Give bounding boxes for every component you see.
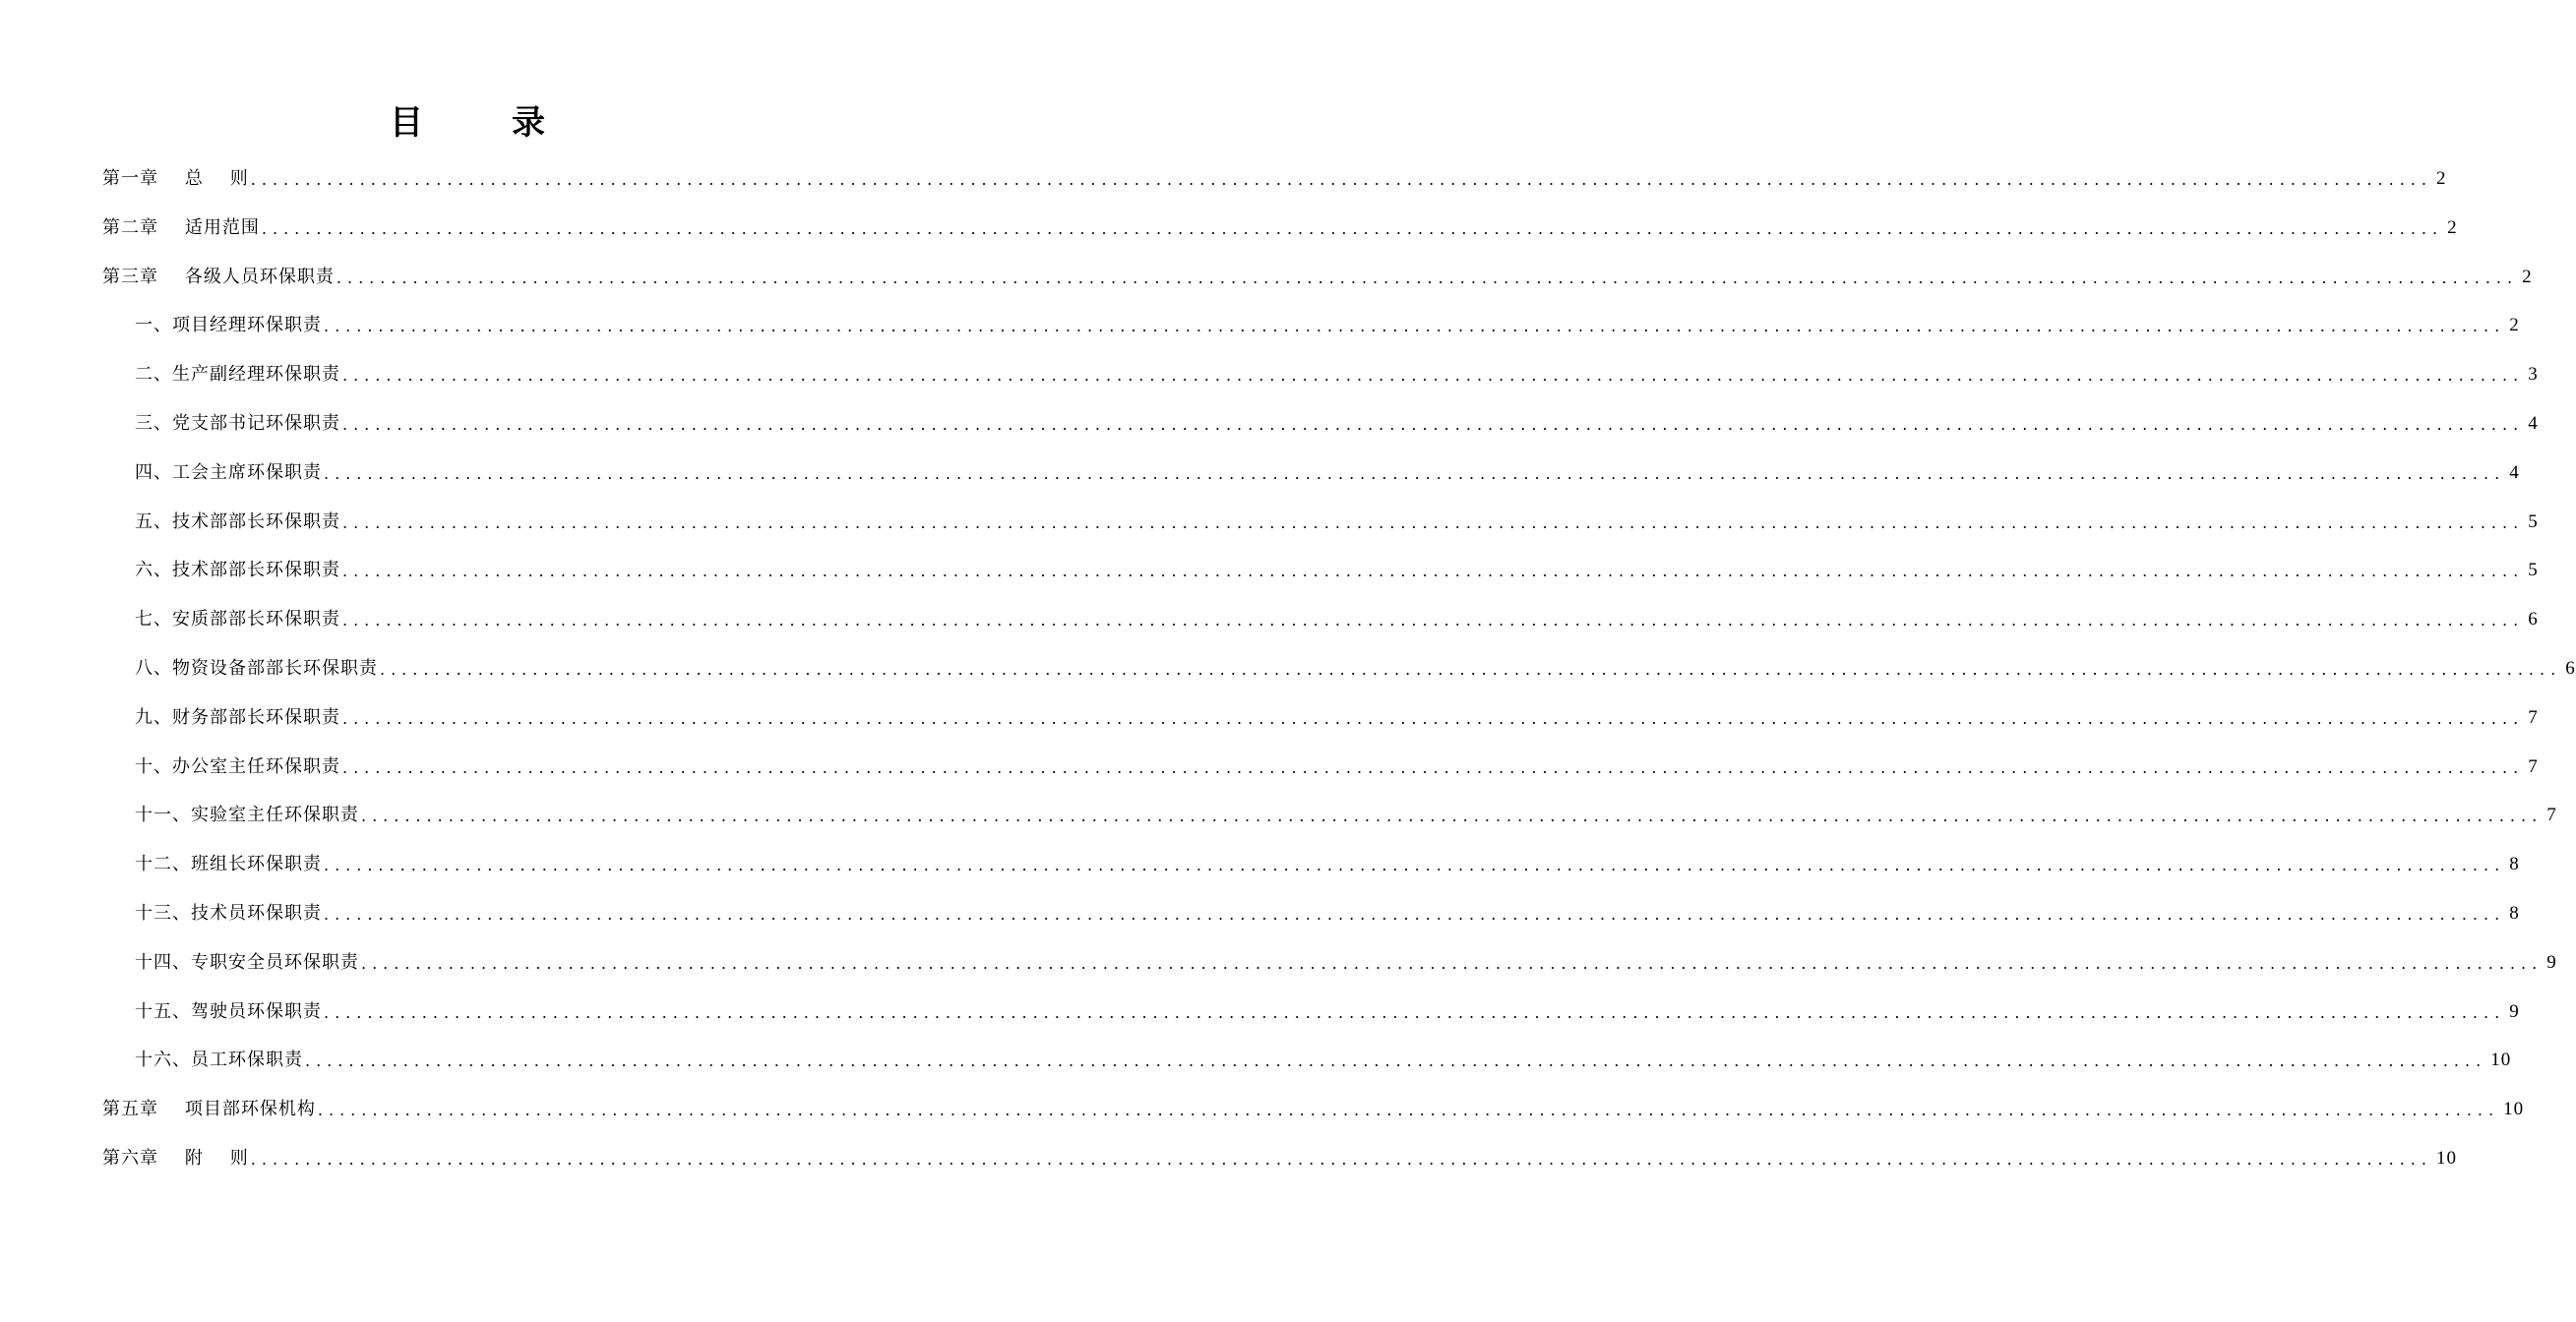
- toc-entry-label: 第二章 适用范围: [102, 216, 260, 238]
- toc-entry[interactable]: [135, 988, 2520, 1037]
- toc-dot-leader: ........................................................................................................................................................................................................: [250, 170, 2432, 189]
- toc-entry[interactable]: [135, 1036, 2512, 1085]
- toc-entry-label: 第六章 附 则: [102, 1148, 249, 1169]
- toc-entry[interactable]: [135, 449, 2520, 498]
- toc-entry-page-number: 6: [2565, 658, 2576, 679]
- toc-entry-label: 九、财务部部长环保职责: [135, 706, 340, 728]
- toc-entry-page-number: 8: [2509, 854, 2520, 875]
- toc-entry-page-number: 7: [2546, 805, 2557, 826]
- toc-entry-page-number: 9: [2546, 951, 2557, 973]
- toc-entry-page-number: 9: [2509, 1000, 2520, 1022]
- toc-entry-label: 一、项目经理环保职责: [135, 315, 322, 336]
- toc-dot-leader: ........................................................................................................................................................................................................: [380, 660, 2562, 679]
- toc-dot-leader: ........................................................................................................................................................................................................: [342, 415, 2525, 434]
- toc-entry-label: 五、技术部部长环保职责: [135, 511, 340, 532]
- toc-entry[interactable]: [102, 253, 2533, 302]
- toc-entry[interactable]: [135, 644, 2576, 693]
- toc-dot-leader: ........................................................................................................................................................................................................: [324, 905, 2506, 924]
- toc-entry[interactable]: [135, 938, 2557, 988]
- toc-entry-label: 三、党支部书记环保职责: [135, 413, 340, 434]
- toc-entry[interactable]: [135, 595, 2539, 644]
- toc-entry-page-number: 5: [2528, 511, 2539, 532]
- toc-entry-page-number: 2: [2522, 266, 2533, 287]
- toc-entry-label: 四、工会主席环保职责: [135, 461, 322, 483]
- toc-entry-label: 第三章 各级人员环保职责: [102, 266, 335, 287]
- toc-entry[interactable]: [102, 1134, 2457, 1183]
- toc-entry-label: 十一、实验室主任环保职责: [135, 805, 359, 826]
- toc-dot-leader: ........................................................................................................................................................................................................: [324, 1002, 2506, 1022]
- toc-dot-leader: ........................................................................................................................................................................................................: [250, 1150, 2432, 1169]
- title-char-1: 目: [390, 103, 423, 143]
- toc-dot-leader: ........................................................................................................................................................................................................: [336, 268, 2519, 287]
- toc-entry[interactable]: [135, 791, 2557, 840]
- title-char-2: 录: [512, 103, 545, 143]
- toc-dot-leader: ........................................................................................................................................................................................................: [324, 856, 2506, 875]
- toc-entry-label: 第五章 项目部环保机构: [102, 1099, 316, 1120]
- toc-entry[interactable]: [135, 498, 2539, 547]
- toc-entry-label: 十、办公室主任环保职责: [135, 755, 340, 777]
- toc-entry-label: 十二、班组长环保职责: [135, 854, 322, 875]
- toc-entry[interactable]: [102, 154, 2447, 204]
- toc-dot-leader: ........................................................................................................................................................................................................: [361, 807, 2544, 826]
- toc-entry-page-number: 10: [2490, 1050, 2512, 1071]
- toc-entry[interactable]: [102, 204, 2458, 253]
- toc-dot-leader: ........................................................................................................................................................................................................: [342, 562, 2525, 581]
- toc-dot-leader: ........................................................................................................................................................................................................: [317, 1101, 2500, 1120]
- toc-entry[interactable]: [135, 350, 2539, 399]
- toc-entry-label: 十六、员工环保职责: [135, 1050, 303, 1071]
- toc-entry-page-number: 10: [2435, 1148, 2457, 1169]
- toc-entry-page-number: 4: [2509, 461, 2520, 483]
- toc-entry-label: 八、物资设备部部长环保职责: [135, 658, 378, 679]
- toc-dot-leader: ........................................................................................................................................................................................................: [342, 757, 2525, 777]
- toc-entry-page-number: 6: [2528, 609, 2539, 631]
- toc-dot-leader: ........................................................................................................................................................................................................: [305, 1052, 2487, 1071]
- toc-entry-label: 十五、驾驶员环保职责: [135, 1000, 322, 1022]
- toc-entry-page-number: 2: [2435, 168, 2447, 189]
- toc-dot-leader: ........................................................................................................................................................................................................: [261, 218, 2444, 238]
- toc-entry[interactable]: [135, 693, 2539, 743]
- toc-entry-page-number: 3: [2528, 364, 2539, 386]
- toc-dot-leader: ........................................................................................................................................................................................................: [342, 708, 2525, 728]
- toc-entry-label: 七、安质部部长环保职责: [135, 609, 340, 631]
- page-title: [0, 98, 935, 148]
- toc-entry-page-number: 2: [2509, 315, 2520, 336]
- toc-dot-leader: ........................................................................................................................................................................................................: [324, 317, 2506, 336]
- toc-entry-page-number: 2: [2447, 216, 2458, 238]
- toc-dot-leader: ........................................................................................................................................................................................................: [342, 512, 2525, 532]
- toc-entry-page-number: 5: [2528, 560, 2539, 581]
- toc-entry[interactable]: [135, 840, 2520, 889]
- toc-entry-label: 第一章 总 则: [102, 168, 249, 189]
- toc-entry-label: 二、生产副经理环保职责: [135, 364, 340, 386]
- toc-entry-page-number: 8: [2509, 903, 2520, 924]
- toc-entry-label: 十三、技术员环保职责: [135, 903, 322, 924]
- toc-entry-label: 六、技术部部长环保职责: [135, 560, 340, 581]
- toc-entry[interactable]: [102, 1085, 2525, 1134]
- toc-entry[interactable]: [135, 546, 2539, 595]
- toc-entry[interactable]: [135, 399, 2539, 449]
- toc-dot-leader: ........................................................................................................................................................................................................: [342, 611, 2525, 631]
- toc-entry-page-number: 10: [2503, 1099, 2525, 1120]
- toc-entry[interactable]: [135, 743, 2539, 792]
- toc-entry[interactable]: [135, 301, 2520, 350]
- toc-entry-label: 十四、专职安全员环保职责: [135, 951, 359, 973]
- toc-entry[interactable]: [135, 889, 2520, 938]
- toc-dot-leader: ........................................................................................................................................................................................................: [361, 953, 2544, 973]
- toc-entry-page-number: 7: [2528, 755, 2539, 777]
- toc-entry-page-number: 7: [2528, 706, 2539, 728]
- toc-entry-page-number: 4: [2528, 413, 2539, 434]
- toc-dot-leader: ........................................................................................................................................................................................................: [324, 463, 2506, 483]
- toc-dot-leader: ........................................................................................................................................................................................................: [342, 366, 2525, 386]
